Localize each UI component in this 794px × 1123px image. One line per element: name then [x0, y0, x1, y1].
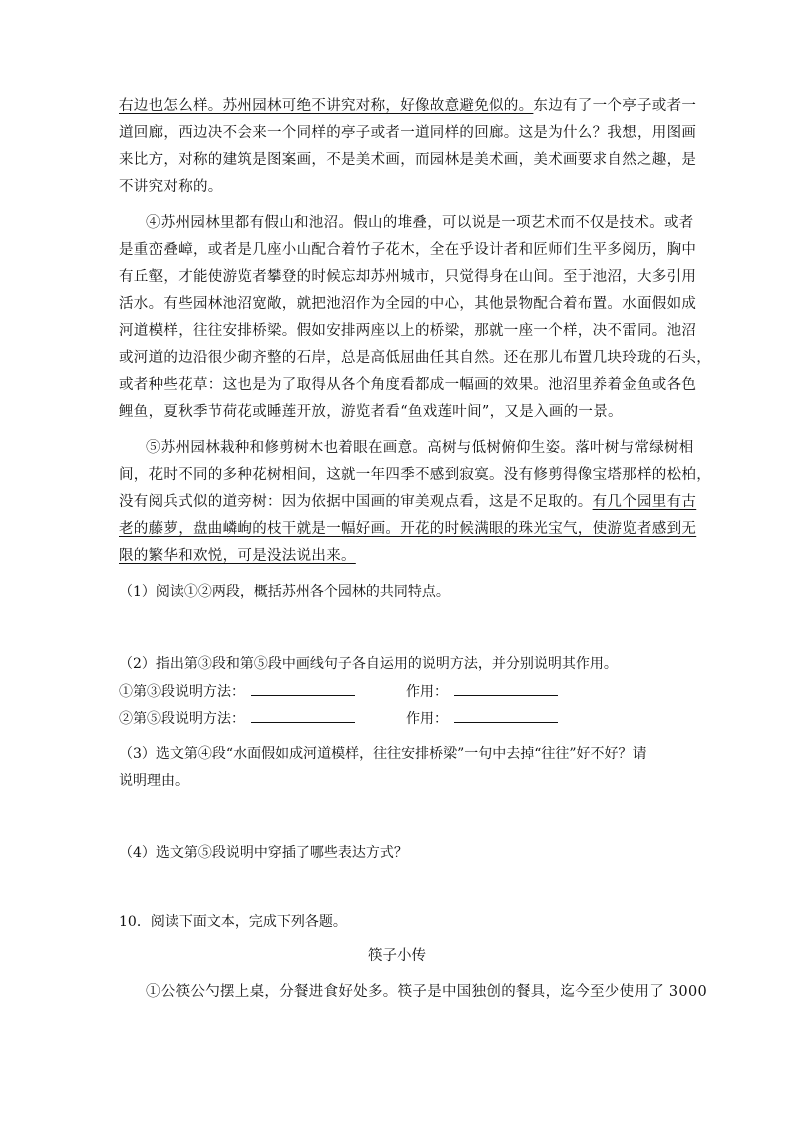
question-2: （2）指出第③段和第⑤段中画线句子各自运用的说明方法，并分别说明其作用。 [119, 656, 618, 672]
q2-row1-label: ①第③段说明方法： [119, 684, 245, 700]
q2-row1-method-blank[interactable] [251, 681, 355, 696]
q2-row2-label: ②第⑤段说明方法： [119, 711, 245, 727]
p3-line-3: 来比方，对称的建筑是图案画，不是美术画，而园林是美术画，美术画要求自然之趣，是 [119, 152, 697, 168]
underlined-sentence-p3: 右边也怎么样。苏州园林可绝不讲究对称，好像故意避免似的。 [119, 98, 534, 114]
q2-row2-method-blank[interactable] [251, 708, 355, 723]
underlined-sentence-p5-line-3: 限的繁华和欢悦，可是没法说出来。 [119, 548, 356, 564]
p3-line-2: 道回廊，西边决不会来一个同样的亭子或者一道同样的回廊。这是为什么？我想，用图画 [119, 125, 697, 141]
underlined-sentence-p5-line-2: 老的藤萝，盘曲嶙峋的枝干就是一幅好画。开花的时候满眼的珠光宝气，使游览者感到无 [119, 521, 697, 537]
section-10-heading: 10．阅读下面文本，完成下列各题。 [119, 914, 347, 930]
q2-row1-effect-label: 作用： [406, 684, 448, 700]
question-3-line-1: （3）选文第④段“水面假如成河道模样，往往安排桥梁”一句中去掉“往往”好不好？请 [119, 746, 647, 762]
article-title: 筷子小传 [368, 948, 426, 964]
question-3-line-2: 说明理由。 [119, 773, 189, 789]
question-2-row-1 [119, 681, 355, 702]
p4-line-5: 河道模样，往往安排桥梁。假如安排两座以上的桥梁，那就一座一个样，决不雷同。池沼 [119, 323, 697, 339]
question-2-row-2-effect [406, 708, 558, 729]
p4-line-8: 鲤鱼，夏秋季节荷花或睡莲开放，游览者看“鱼戏莲叶间”，又是入画的一景。 [119, 404, 623, 420]
p4-line-3: 有丘壑，才能使游览者攀登的时候忘却苏州城市，只觉得身在山间。至于池沼，大多引用 [119, 269, 697, 285]
question-2-row-2 [119, 708, 355, 729]
p5-line-3-plain: 没有阅兵式似的道旁树：因为依据中国画的审美观点看，这是不足取的。 [119, 494, 593, 510]
p4-line-1: ④苏州园林里都有假山和池沼。假山的堆叠，可以说是一项艺术而不仅是技术。或者 [146, 215, 694, 231]
p5-line-2: 间，花时不同的多种花树相间，这就一年四季不感到寂寞。没有修剪得像宝塔那样的松柏， [119, 467, 711, 483]
question-4: （4）选文第⑤段说明中穿插了哪些表达方式？ [119, 845, 408, 861]
question-1: （1）阅读①②两段，概括苏州各个园林的共同特点。 [119, 584, 450, 600]
p3-line-4: 不讲究对称的。 [119, 179, 223, 195]
p4-line-2: 是重峦叠嶂，或者是几座小山配合着竹子花木，全在乎设计者和匠师们生平多阅历，胸中 [119, 242, 697, 258]
p5-line-1: ⑤苏州园林栽种和修剪树木也着眼在画意。高树与低树俯仰生姿。落叶树与常绿树相 [146, 440, 694, 456]
q2-row2-effect-label: 作用： [406, 711, 448, 727]
p5-line-3 [119, 492, 696, 512]
q2-row1-effect-blank[interactable] [454, 681, 558, 696]
p4-line-4: 活水。有些园林池沼宽敞，就把池沼作为全园的中心，其他景物配合着布置。水面假如成 [119, 296, 697, 312]
question-2-row-1-effect [406, 681, 558, 702]
q2-row2-effect-blank[interactable] [454, 708, 558, 723]
article-p1-line-1: ①公筷公勺摆上桌，分餐进食好处多。筷子是中国独创的餐具，迄今至少使用了 3000 [146, 984, 708, 1000]
p4-line-6: 或河道的边沿很少砌齐整的石岸，总是高低屈曲任其自然。还在那儿布置几块玲珑的石头， [119, 350, 711, 366]
p3-line-1-rest: 东边有了一个亭子或者一 [533, 98, 697, 114]
underlined-sentence-p5-start: 有几个园里有古 [592, 494, 697, 510]
p3-line-1 [119, 96, 696, 116]
p4-line-7: 或者种些花草：这也是为了取得从各个角度看都成一幅画的效果。池沼里养着金鱼或各色 [119, 377, 697, 393]
